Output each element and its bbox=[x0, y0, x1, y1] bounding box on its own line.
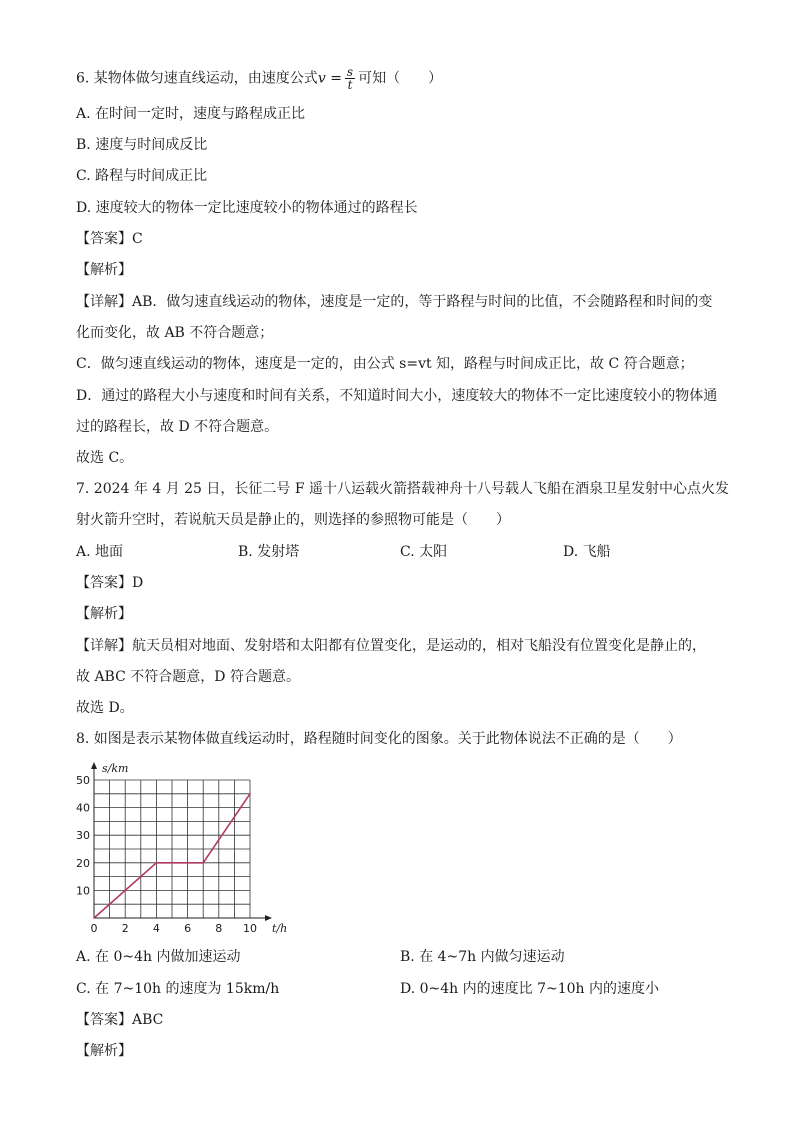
q7-conclusion: 故选 D。 bbox=[76, 700, 134, 716]
formula-v: v bbox=[317, 70, 326, 87]
distance-time-graph bbox=[72, 758, 288, 940]
q7-option-a: A. 地面 bbox=[76, 544, 124, 560]
q7-option-d: D. 飞船 bbox=[563, 544, 611, 560]
q8-option-a: A. 在 0~4h 内做加速运动 bbox=[76, 949, 241, 965]
q6-detail-line: 过的路程长，故 D 不符合题意。 bbox=[76, 419, 279, 435]
q6-stem-after: 可知（ ） bbox=[358, 70, 443, 87]
q7-option-b: B. 发射塔 bbox=[238, 544, 300, 560]
q6-stem bbox=[76, 66, 442, 91]
x-axis-arrow bbox=[265, 915, 272, 921]
formula-numerator: s bbox=[346, 65, 354, 79]
q7-analysis-heading: 【解析】 bbox=[76, 606, 132, 622]
formula-denominator: t bbox=[347, 78, 353, 92]
x-axis-label: t/h bbox=[272, 922, 288, 935]
q8-stem: 8. 如图是表示某物体做直线运动时，路程随时间变化的图象。关于此物体说法不正确的是（ ） bbox=[76, 731, 682, 747]
q7-detail-line: 故 ABC 不符合题意，D 符合题意。 bbox=[76, 669, 300, 685]
y-axis-label: s/km bbox=[102, 762, 129, 775]
y-tick-label: 20 bbox=[76, 856, 90, 870]
data-point bbox=[249, 793, 251, 795]
q6-option-c: C. 路程与时间成正比 bbox=[76, 168, 208, 184]
q7-option-c: C. 太阳 bbox=[400, 544, 448, 560]
q6-answer: 【答案】C bbox=[76, 231, 143, 247]
y-tick-label: 40 bbox=[76, 801, 90, 815]
q7-detail-line: 【详解】航天员相对地面、发射塔和太阳都有位置变化，是运动的，相对飞船没有位置变化是静止的， bbox=[76, 638, 706, 654]
formula-eq: = bbox=[330, 70, 342, 87]
y-axis-arrow bbox=[91, 762, 97, 769]
q7-stem-line: 7. 2024 年 4 月 25 日，长征二号 F 遥十八运载火箭搭载神舟十八号载人飞船在酒泉卫星发射中心点火发 bbox=[76, 481, 730, 497]
q6-option-a: A. 在时间一定时，速度与路程成正比 bbox=[76, 106, 306, 122]
q6-analysis-heading: 【解析】 bbox=[76, 262, 132, 278]
formula-fraction bbox=[345, 66, 355, 91]
q6-option-b: B. 速度与时间成反比 bbox=[76, 137, 208, 153]
x-tick-label: 10 bbox=[243, 922, 257, 935]
q6-detail-line: 化而变化，故 AB 不符合题意； bbox=[76, 325, 274, 341]
q8-option-b: B. 在 4~7h 内做匀速运动 bbox=[400, 949, 565, 965]
q6-detail-line: C．做匀速直线运动的物体，速度是一定的，由公式 s=vt 知，路程与时间成正比，故 C 符合题意； bbox=[76, 356, 694, 372]
x-tick-label: 6 bbox=[184, 922, 192, 935]
q8-answer: 【答案】ABC bbox=[76, 1012, 164, 1028]
q6-detail-line: 【详解】AB．做匀速直线运动的物体，速度是一定的，等于路程与时间的比值，不会随路程和时间的变 bbox=[76, 294, 713, 310]
q6-stem-before: 6. 某物体做匀速直线运动，由速度公式 bbox=[76, 70, 318, 87]
x-tick-label: 8 bbox=[215, 922, 223, 935]
y-tick-label: 50 bbox=[76, 774, 90, 787]
x-tick-label: 0 bbox=[90, 922, 98, 935]
q7-answer: 【答案】D bbox=[76, 575, 144, 591]
data-point bbox=[93, 917, 95, 919]
y-tick-label: 10 bbox=[76, 884, 90, 898]
q8-option-c: C. 在 7~10h 的速度为 15km/h bbox=[76, 981, 280, 997]
data-point bbox=[156, 862, 158, 864]
q6-conclusion: 故选 C。 bbox=[76, 450, 134, 466]
q8-analysis-heading: 【解析】 bbox=[76, 1043, 132, 1059]
q7-stem-line: 射火箭升空时，若说航天员是静止的，则选择的参照物可能是（ ） bbox=[76, 512, 510, 528]
y-tick-label: 30 bbox=[76, 829, 90, 843]
x-tick-label: 4 bbox=[152, 922, 160, 935]
q6-detail-line: D．通过的路程大小与速度和时间有关系，不知道时间大小，速度较大的物体不一定比速度较小的物体通 bbox=[76, 388, 718, 404]
q6-option-d: D. 速度较大的物体一定比速度较小的物体通过的路程长 bbox=[76, 200, 418, 216]
x-tick-label: 2 bbox=[121, 922, 129, 935]
data-point bbox=[202, 862, 204, 864]
q8-option-d: D. 0~4h 内的速度比 7~10h 内的速度小 bbox=[400, 981, 660, 997]
